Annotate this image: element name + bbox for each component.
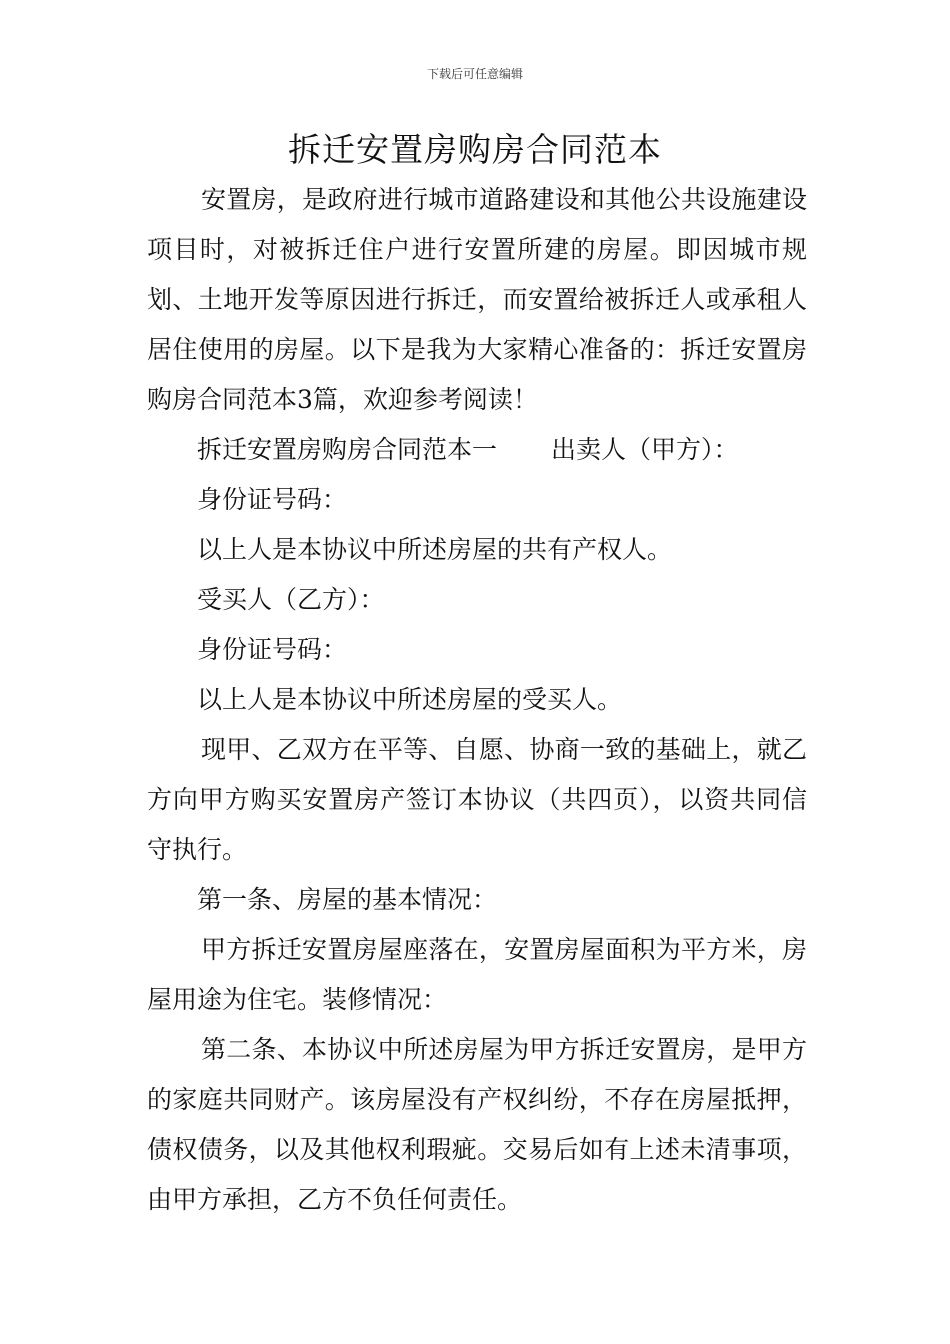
buyer-id-line: 身份证号码： [197,635,348,664]
document-body [147,175,807,1225]
section-one-title: 拆迁安置房购房合同范本一 [197,435,498,464]
agreement-paragraph: 现甲、乙双方在平等、自愿、协商一致的基础上，就乙方向甲方购买安置房产签订本协议（共四页），以资共同信守执行。 [147,735,807,864]
seller-label: 出卖人（甲方）： [551,435,739,464]
section-one-line [147,425,807,475]
buyer-label-line: 受买人（乙方）： [197,585,385,614]
header-note: 下载后可任意编辑 [426,67,523,81]
article-two-paragraph: 第二条、本协议中所述房屋为甲方拆迁安置房，是甲方的家庭共同财产。该房屋没有产权纠纷，不存在房屋抵押，债权债务，以及其他权利瑕疵。交易后如有上述未清事项，由甲方承担，乙方不负任何责任。 [147,1035,807,1214]
article-one-title: 第一条、房屋的基本情况： [197,885,498,914]
buyer-note-line: 以上人是本协议中所述房屋的受买人。 [197,685,623,714]
seller-coowners-line: 以上人是本协议中所述房屋的共有产权人。 [197,535,673,564]
document-title: 拆迁安置房购房合同范本 [288,130,662,169]
article-one-body: 甲方拆迁安置房屋座落在，安置房屋面积为平方米，房屋用途为住宅。装修情况： [147,935,807,1014]
intro-paragraph: 安置房，是政府进行城市道路建设和其他公共设施建设项目时，对被拆迁住户进行安置所建的房屋。即因城市规划、土地开发等原因进行拆迁，而安置给被拆迁人或承租人居住使用的房屋。以下是我为大家精心准备的：拆迁安置房购房合同范本3篇，欢迎参考阅读！ [147,185,807,414]
seller-id-line: 身份证号码： [197,485,348,514]
